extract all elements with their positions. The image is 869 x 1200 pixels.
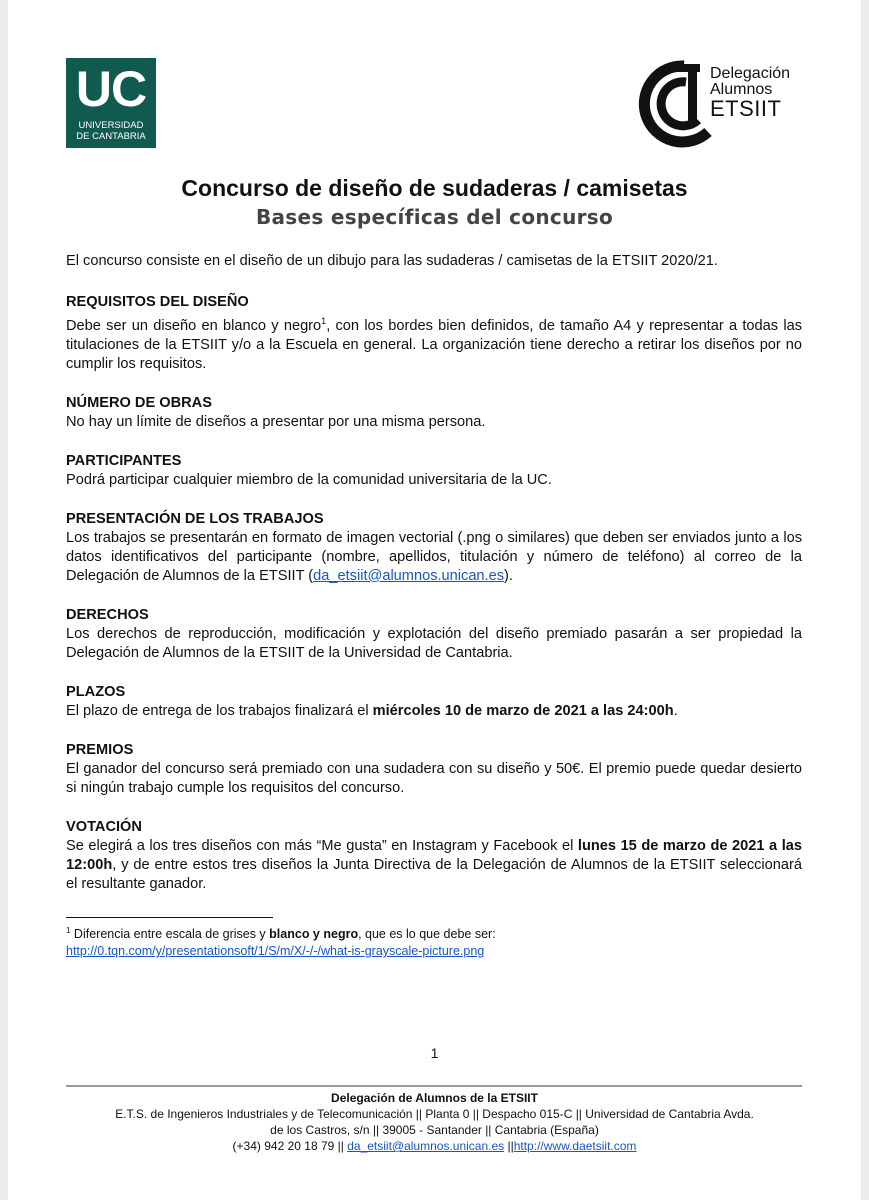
delegacion-logo-line3: ETSIIT: [710, 96, 782, 121]
footnote-divider: [66, 917, 273, 918]
delegacion-logo-line2: Alumnos: [710, 81, 773, 98]
document-page: [8, 0, 861, 1200]
footnote-text: [66, 922, 802, 943]
section-heading: PRESENTACIÓN DE LOS TRABAJOS: [66, 510, 324, 527]
voting-date: lunes 15 de marzo de 2021 a las 12:00h: [66, 837, 802, 873]
footnote-ref: 1: [321, 316, 327, 326]
votacion-text-a: Se elegirá a los tres diseños con más “Me gusta” en Instagram y Facebook el: [66, 837, 578, 854]
section-heading: PLAZOS: [66, 683, 126, 700]
universidad-de-cantabria-logo: [66, 58, 156, 148]
footer-address-line1: E.T.S. de Ingenieros Industriales y de Telecomunicación || Planta 0 || Despacho 015-C || Universidad de Cantabria Avda.: [115, 1107, 754, 1121]
section-text: El ganador del concurso será premiado con una sudadera con su diseño y 50€. El premio puede quedar desierto si ningún trabajo cumple los requisitos del concurso.: [66, 760, 802, 796]
footer-organization: Delegación de Alumnos de la ETSIIT: [331, 1091, 538, 1105]
section-text: No hay un límite de diseños a presentar por una misma persona.: [66, 413, 486, 430]
uc-logo-name-line1: UNIVERSIDAD: [78, 120, 144, 131]
footnote-marker: 1: [66, 926, 71, 935]
plazos-text-a: El plazo de entrega de los trabajos finalizará el: [66, 702, 373, 719]
section-text: Los derechos de reproducción, modificación y explotación del diseño premiado pasarán a ser propiedad la Delegación de Alumnos de la ETSIIT de la Universidad de Cantabria.: [66, 625, 802, 661]
document-title: Concurso de diseño de sudaderas / camisetas: [181, 175, 688, 201]
document-subtitle: Bases específicas del concurso: [255, 205, 614, 229]
section-text: [66, 312, 802, 374]
section-heading: REQUISITOS DEL DISEÑO: [66, 294, 249, 310]
presentacion-text-a: Los trabajos se presentarán en formato de imagen vectorial (.png o similares) que deben ser enviados junto a los datos identificativos del participante (nombre, apellidos, titulación y número de teléfono) al correo de la Delegación de Alumnos de la ETSIIT (: [66, 529, 802, 584]
footer-contact-line: [8, 1138, 861, 1154]
footer-website-link[interactable]: http://www.daetsiit.com: [513, 1139, 637, 1153]
section-text: [66, 702, 802, 721]
votacion-text-b: , y de entre estos tres diseños la Junta Directiva de la Delegación de Alumnos de la ETSIIT seleccionará el resultante ganador.: [66, 856, 802, 892]
delegacion-logo-text: [710, 66, 790, 120]
page-footer: [8, 1090, 861, 1154]
section-derechos: [66, 606, 802, 663]
section-plazos: [66, 683, 802, 721]
footer-email-link[interactable]: da_etsiit@alumnos.unican.es: [347, 1139, 505, 1153]
delegacion-logo-line1: Delegación: [710, 65, 791, 82]
deadline-date: miércoles 10 de marzo de 2021 a las 24:00h: [372, 702, 674, 719]
section-heading: NÚMERO DE OBRAS: [66, 394, 212, 411]
footnote-bold: blanco y negro: [269, 927, 359, 942]
section-premios: [66, 741, 802, 798]
requisitos-text-a: Debe ser un diseño en blanco y negro: [66, 317, 322, 334]
section-text: [66, 837, 802, 894]
requisitos-text-b: , con los bordes bien definidos, de tamaño A4 y representar a todas las titulaciones de la ETSIIT y/o a la Escuela en general. La organización tiene derecho a retirar los diseños por no cumplir los requisitos.: [66, 317, 802, 372]
delegacion-emblem-icon: [636, 58, 716, 148]
section-text: [66, 529, 802, 586]
section-heading: PREMIOS: [66, 741, 134, 758]
section-presentacion: [66, 510, 802, 586]
section-text: Podrá participar cualquier miembro de la comunidad universitaria de la UC.: [66, 471, 552, 488]
footer-divider: [66, 1085, 802, 1087]
section-participantes: [66, 452, 802, 490]
section-numero-obras: [66, 394, 802, 432]
uc-logo-letters: UC: [75, 61, 147, 117]
page-number: 1: [430, 1045, 439, 1061]
uc-logo-name-line2: DE CANTABRIA: [76, 131, 146, 142]
plazos-text-b: .: [673, 702, 678, 719]
footnote-url-link[interactable]: http://0.tqn.com/y/presentationsoft/1/S/m/X/-/-/what-is-grayscale-picture.png: [66, 944, 485, 959]
intro-paragraph: El concurso consiste en el diseño de un dibujo para las sudaderas / camisetas de la ETSIIT 2020/21.: [66, 253, 718, 269]
footer-separator: ||: [504, 1139, 514, 1153]
section-heading: DERECHOS: [66, 606, 149, 623]
footnote-text-b: , que es lo que debe ser:: [358, 927, 496, 942]
delegacion-alumnos-logo: [636, 58, 816, 148]
document-body: [66, 252, 802, 914]
section-heading: VOTACIÓN: [66, 818, 142, 835]
section-requisitos: [66, 293, 802, 374]
footer-address-line2: de los Castros, s/n || 39005 - Santander || Cantabria (España): [270, 1123, 599, 1137]
section-heading: PARTICIPANTES: [66, 452, 182, 469]
presentacion-text-b: ).: [504, 567, 513, 584]
section-votacion: [66, 818, 802, 894]
footnote: [66, 922, 802, 960]
footer-phone: (+34) 942 20 18 79 ||: [232, 1139, 348, 1153]
footnote-text-a: Diferencia entre escala de grises y: [70, 927, 270, 942]
contact-email-link[interactable]: da_etsiit@alumnos.unican.es: [313, 567, 505, 584]
